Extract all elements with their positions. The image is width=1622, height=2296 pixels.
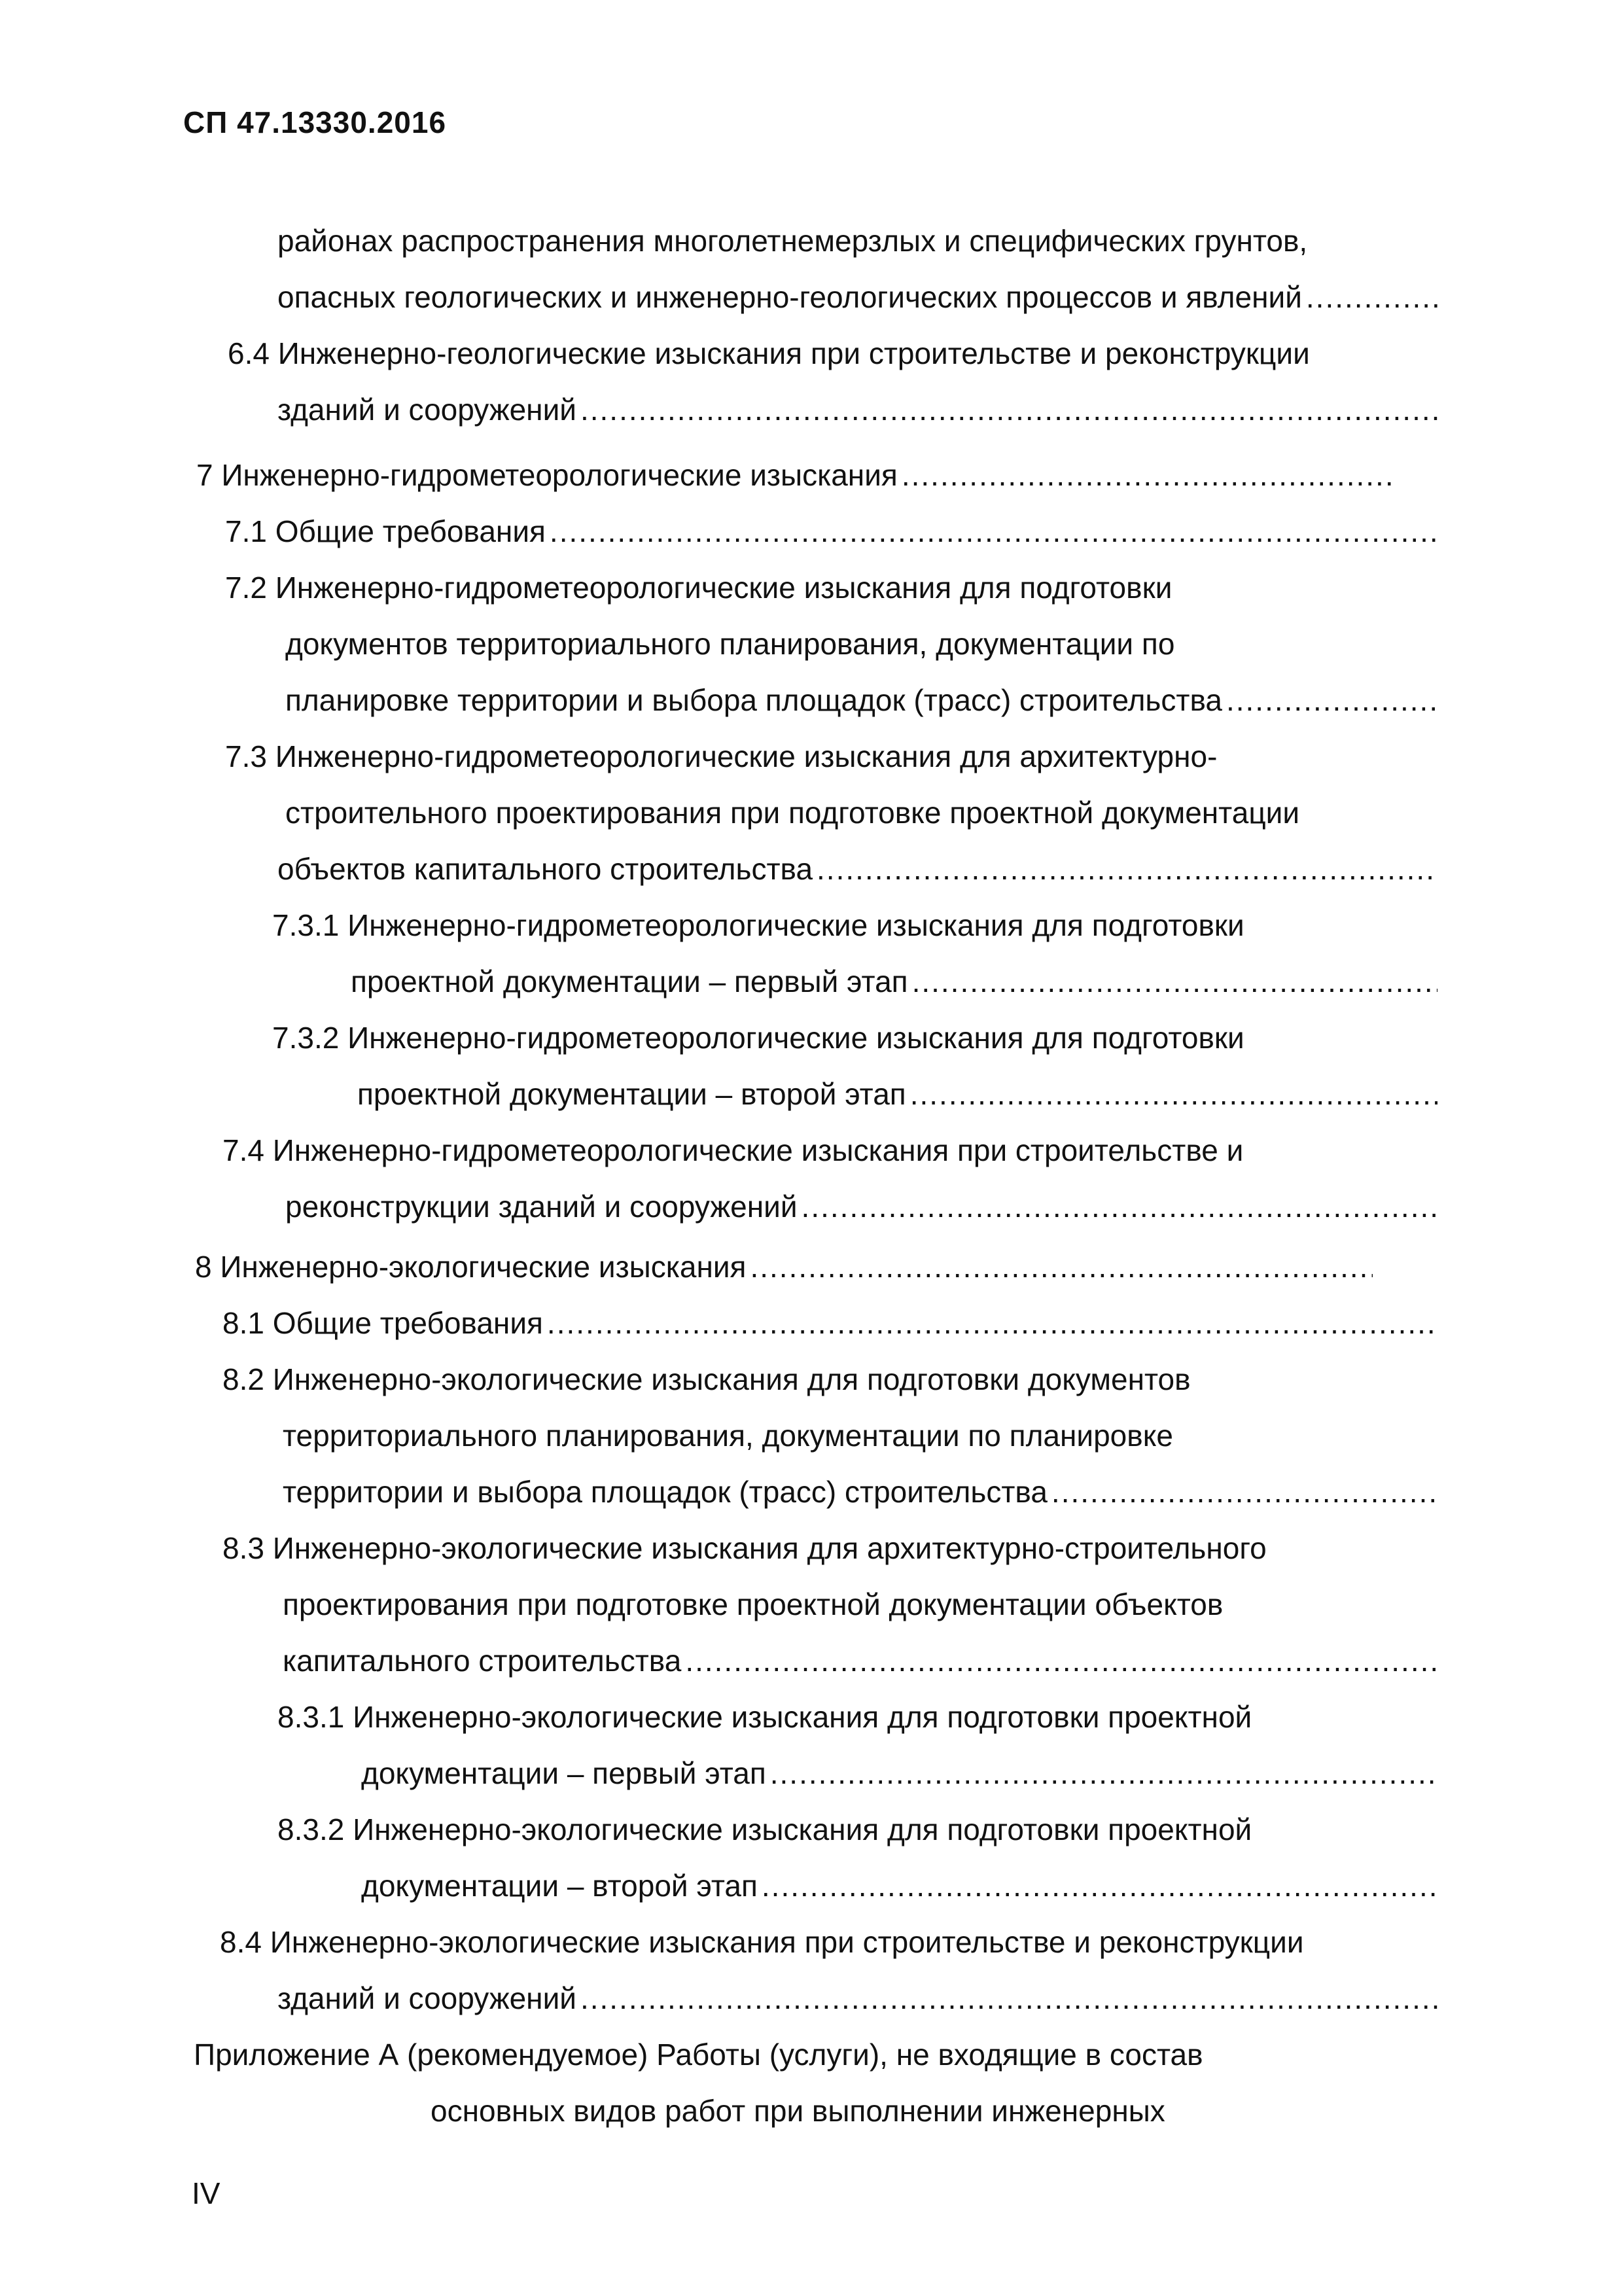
toc-line-text: 8 Инженерно-экологические изыскания [195, 1250, 747, 1284]
toc-line: территориального планирования, документации по планировке [283, 1419, 1173, 1453]
toc-line-text: зданий и сооружений [277, 393, 576, 427]
dot-leader [802, 1188, 1437, 1225]
toc-line-text: планировке территории и выбора площадок (трасс) строительства [285, 683, 1222, 717]
toc-line-text: 7 Инженерно-гидрометеорологические изыскания [196, 458, 898, 492]
toc-line: районах распространения многолетнемерзлых и специфических грунтов, [277, 224, 1308, 258]
dot-leader [580, 391, 1437, 428]
toc-line: 8.2 Инженерно-экологические изыскания для подготовки документов [222, 1362, 1191, 1396]
dot-leader [550, 513, 1437, 550]
dot-leader [750, 1248, 1373, 1285]
toc-line [361, 1867, 1437, 1904]
toc-line [283, 1474, 1437, 1510]
document-code: СП 47.13330.2016 [183, 105, 447, 139]
toc-line [357, 1076, 1437, 1112]
dot-leader [817, 851, 1437, 887]
toc-line: основных видов работ при выполнении инженерных [431, 2094, 1165, 2128]
dot-leader [580, 1980, 1437, 2017]
toc-line [222, 1305, 1437, 1341]
toc-line: документов территориального планирования, документации по [285, 627, 1175, 661]
dot-leader [1306, 279, 1437, 315]
toc-line: 6.4 Инженерно-геологические изыскания при строительстве и реконструкции [228, 336, 1310, 370]
toc-line [195, 1248, 1373, 1285]
toc-line: 7.3 Инженерно-гидрометеорологические изыскания для архитектурно- [225, 739, 1218, 773]
toc-line: Приложение А (рекомендуемое) Работы (услуги), не входящие в состав [194, 2038, 1203, 2072]
dot-leader [685, 1642, 1437, 1679]
dot-leader [1051, 1474, 1437, 1510]
toc-line [277, 391, 1437, 428]
toc-line [351, 963, 1437, 1000]
toc-line-text: 8.1 Общие требования [222, 1306, 543, 1340]
page-number: IV [192, 2176, 220, 2210]
toc-line: 7.3.1 Инженерно-гидрометеорологические изыскания для подготовки [272, 908, 1244, 942]
toc-line: 8.3 Инженерно-экологические изыскания для архитектурно-строительного [222, 1531, 1267, 1565]
toc-line: 8.3.1 Инженерно-экологические изыскания для подготовки проектной [277, 1700, 1252, 1734]
toc-line [285, 1188, 1437, 1225]
dot-leader [770, 1755, 1437, 1792]
toc-line-text: капитального строительства [283, 1644, 682, 1678]
toc-line [283, 1642, 1437, 1679]
dot-leader [762, 1867, 1437, 1904]
toc-line [277, 1980, 1437, 2017]
toc-line: 7.4 Инженерно-гидрометеорологические изыскания при строительстве и [222, 1133, 1244, 1167]
toc-line: 8.3.2 Инженерно-экологические изыскания для подготовки проектной [277, 1812, 1252, 1846]
toc-line-text: 7.1 Общие требования [225, 514, 546, 548]
dot-leader [1226, 682, 1437, 718]
toc-line [277, 851, 1437, 887]
dot-leader [547, 1305, 1437, 1341]
toc-line: 8.4 Инженерно-экологические изыскания при строительстве и реконструкции [220, 1925, 1304, 1959]
toc-line-text: территории и выбора площадок (трасс) строительства [283, 1475, 1048, 1509]
toc-line [196, 457, 1397, 493]
toc-line-text: документации – первый этап [361, 1756, 766, 1790]
toc-line: 7.2 Инженерно-гидрометеорологические изыскания для подготовки [225, 571, 1172, 605]
dot-leader [902, 457, 1397, 493]
toc-line-text: проектной документации – первый этап [351, 964, 908, 998]
dot-leader [912, 963, 1437, 1000]
toc-line-text: объектов капитального строительства [277, 852, 813, 886]
toc-line [277, 279, 1437, 315]
toc-line [225, 513, 1437, 550]
toc-line-text: проектной документации – второй этап [357, 1077, 906, 1111]
toc-line-text: зданий и сооружений [277, 1981, 576, 2015]
dot-leader [910, 1076, 1437, 1112]
toc-line: проектирования при подготовке проектной документации объектов [283, 1587, 1224, 1621]
toc-line: 7.3.2 Инженерно-гидрометеорологические изыскания для подготовки [272, 1021, 1244, 1055]
toc-line-text: документации – второй этап [361, 1869, 758, 1903]
toc-line-text: опасных геологических и инженерно-геологических процессов и явлений [277, 280, 1302, 314]
toc-line [285, 682, 1437, 718]
toc-line-text: реконструкции зданий и сооружений [285, 1190, 798, 1224]
toc-line [361, 1755, 1437, 1792]
toc-line: строительного проектирования при подготовке проектной документации [285, 796, 1300, 830]
